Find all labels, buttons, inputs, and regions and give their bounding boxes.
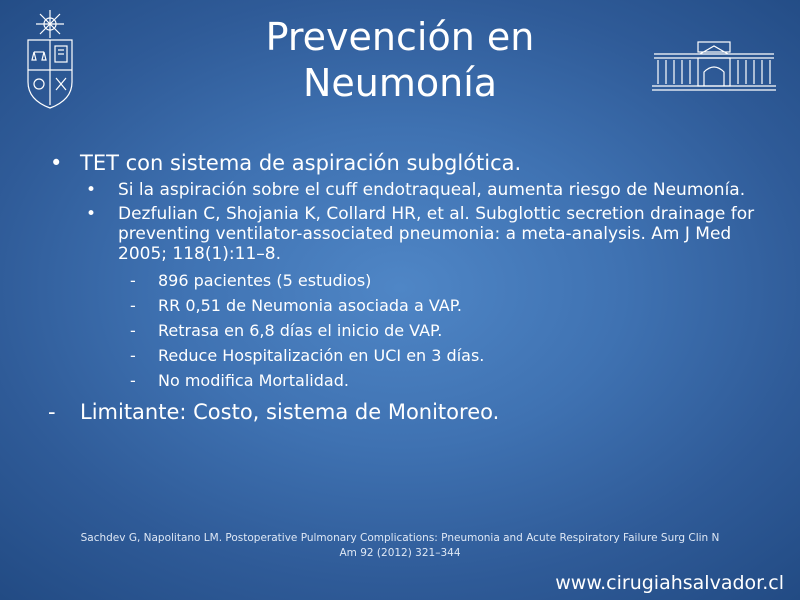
bullet-dash-icon: - xyxy=(130,296,136,315)
detail-text: 896 pacientes (5 estudios) xyxy=(158,271,372,290)
slide-body xyxy=(46,150,766,429)
detail-item xyxy=(46,368,766,393)
building-facade-icon xyxy=(652,38,776,92)
bullet-dot-icon: • xyxy=(50,151,63,175)
bullet-sub-1 xyxy=(46,180,766,200)
detail-text: No modifica Mortalidad. xyxy=(158,371,349,390)
detail-list xyxy=(46,268,766,393)
bullet-dash-icon: - xyxy=(48,400,56,424)
slide-title-line1: Prevención en xyxy=(265,15,535,59)
detail-item xyxy=(46,318,766,343)
reference-line-1: Sachdev G, Napolitano LM. Postoperative Pulmonary Complications: Pneumonia and Acute Respiratory Failure Surg Clin N xyxy=(80,532,720,544)
detail-item xyxy=(46,293,766,318)
reference-line-2: Am 92 (2012) 321–344 xyxy=(339,547,461,559)
bullet-dot-icon: • xyxy=(86,204,97,224)
detail-item xyxy=(46,343,766,368)
detail-item xyxy=(46,268,766,293)
bullet-sub-1-text: Si la aspiración sobre el cuff endotraqueal, aumenta riesgo de Neumonía. xyxy=(118,180,746,200)
bullet-sub-2-text: Dezfulian C, Shojania K, Collard HR, et al. Subglottic secretion drainage for preventing ventilator-associated pneumonia: a meta-analysis. Am J Med 2005; 118(1):11–8. xyxy=(118,204,755,264)
bullet-main-2 xyxy=(46,399,766,425)
slide-title-line2: Neumonía xyxy=(302,61,498,105)
bullet-sub-2 xyxy=(46,204,766,264)
bullet-dash-icon: - xyxy=(130,321,136,340)
bullet-main-2-text: Limitante: Costo, sistema de Monitoreo. xyxy=(80,400,500,424)
slide-title xyxy=(150,14,650,106)
bullet-dash-icon: - xyxy=(130,346,136,365)
bullet-dash-icon: - xyxy=(130,371,136,390)
reference-citation xyxy=(60,531,740,561)
website-url: www.cirugiahsalvador.cl xyxy=(555,572,784,594)
bullet-main-1-text: TET con sistema de aspiración subglótica. xyxy=(80,151,522,175)
detail-text: Retrasa en 6,8 días el inicio de VAP. xyxy=(158,321,443,340)
detail-text: Reduce Hospitalización en UCI en 3 días. xyxy=(158,346,485,365)
university-crest-icon xyxy=(22,8,78,112)
detail-text: RR 0,51 de Neumonia asociada a VAP. xyxy=(158,296,462,315)
bullet-dot-icon: • xyxy=(86,180,97,200)
bullet-main-1 xyxy=(46,150,766,176)
bullet-dash-icon: - xyxy=(130,271,136,290)
